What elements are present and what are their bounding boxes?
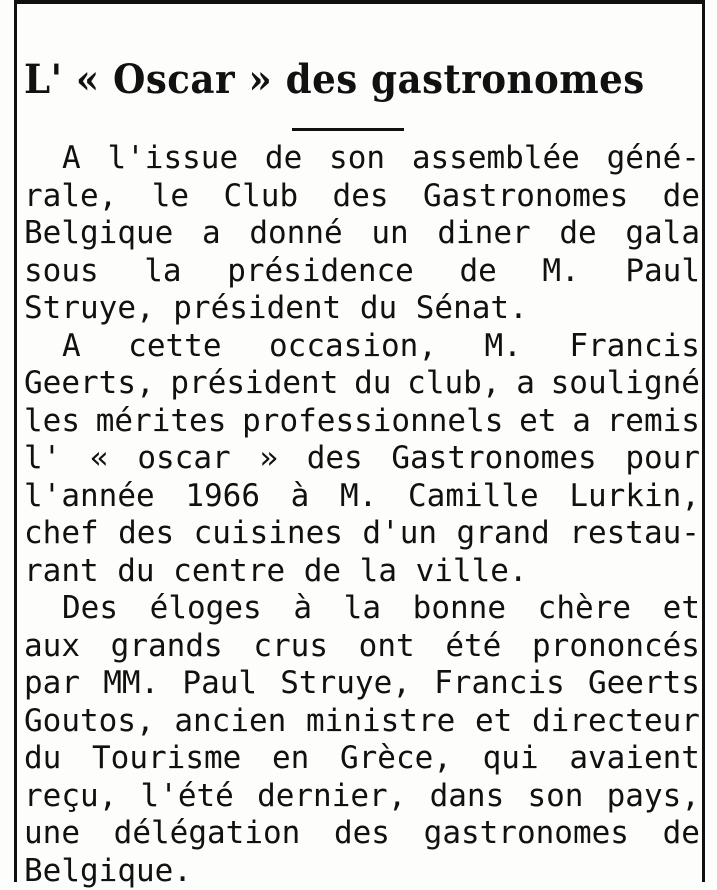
article-line: chef des cuisines d'un grand restau-	[24, 515, 700, 553]
headline-separator	[292, 128, 404, 131]
article-line: rant du centre de la ville.	[24, 553, 700, 591]
article-line: par MM. Paul Struye, Francis Geerts	[24, 665, 700, 703]
article-line: Belgique a donné un diner de gala	[24, 215, 700, 253]
article-line: rale, le Club des Gastronomes de	[24, 178, 700, 216]
top-border-rule	[14, 0, 704, 4]
article-line: l'année 1966 à M. Camille Lurkin,	[24, 478, 700, 516]
article-headline: L' « Oscar » des gastronomes	[24, 56, 653, 104]
article-line: une délégation des gastronomes de	[24, 815, 700, 853]
article-line: A cette occasion, M. Francis	[24, 328, 700, 366]
right-border-rule	[702, 0, 705, 882]
article-body	[24, 140, 700, 890]
article-line: sous la présidence de M. Paul	[24, 253, 700, 291]
article-line: l' « oscar » des Gastronomes pour	[24, 440, 700, 478]
article-line: les mérites professionnels et a remis	[24, 403, 700, 441]
article-line: aux grands crus ont été prononcés	[24, 628, 700, 666]
article-line: du Tourisme en Grèce, qui avaient	[24, 740, 700, 778]
article-line: A l'issue de son assemblée géné-	[24, 140, 700, 178]
article-line: Des éloges à la bonne chère et	[24, 590, 700, 628]
left-border-rule	[14, 0, 17, 882]
article-line: Struye, président du Sénat.	[24, 290, 700, 328]
article-line: reçu, l'été dernier, dans son pays,	[24, 778, 700, 816]
article-line: Goutos, ancien ministre et directeur	[24, 703, 700, 741]
article-line: Belgique.	[24, 853, 700, 890]
article-line: Geerts, président du club, a souligné	[24, 365, 700, 403]
